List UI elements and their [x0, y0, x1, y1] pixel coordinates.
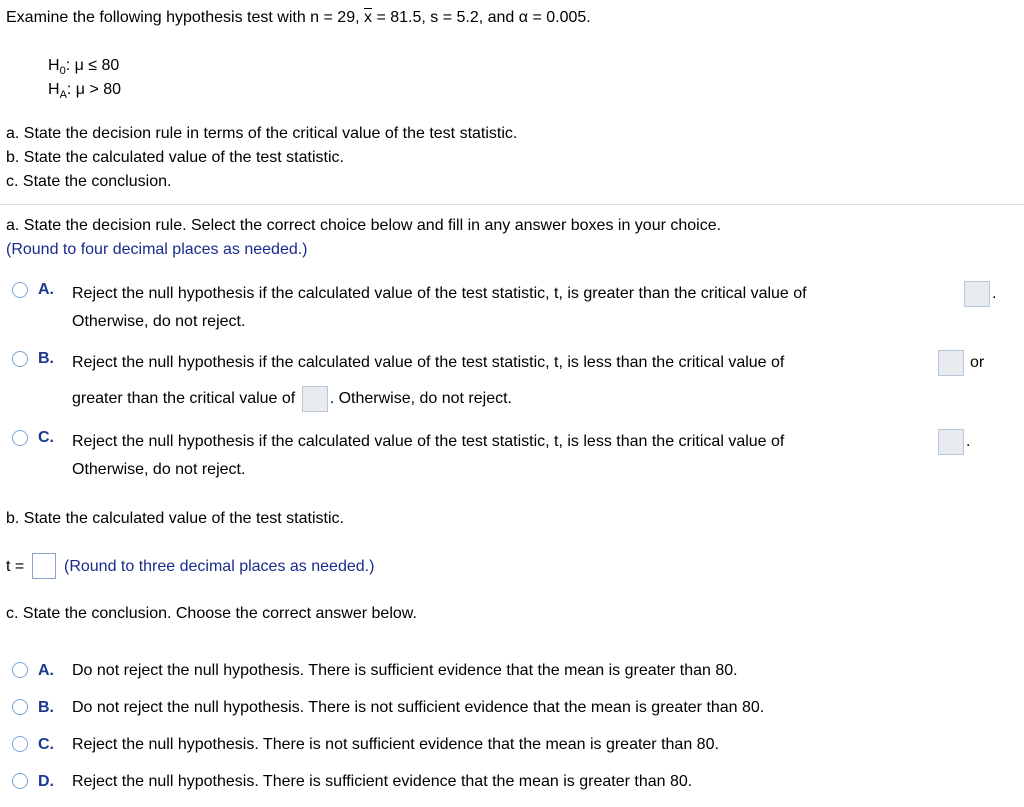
task-a: a. State the decision rule in terms of the critical value of the test statistic. [6, 125, 518, 142]
part-c-option-c-letter: C. [38, 736, 54, 753]
part-a-option-a-line1 [72, 284, 807, 304]
part-c-option-b-radio[interactable] [12, 699, 28, 715]
answer-box[interactable] [938, 429, 964, 455]
h0-letter: H [48, 57, 60, 74]
intro-text-rest: = 81.5, s = 5.2, and α = 0.005. [376, 9, 591, 26]
null-hypothesis [48, 56, 119, 77]
part-a-hint: (Round to four decimal places as needed.) [6, 241, 308, 258]
part-c-option-c-radio[interactable] [12, 736, 28, 752]
alternative-hypothesis [48, 80, 121, 101]
part-a-option-c-radio[interactable] [12, 430, 28, 446]
part-a-option-b-line2 [72, 386, 512, 412]
part-a-option-b-upper-critical-box[interactable] [302, 386, 328, 412]
answer-box[interactable] [964, 281, 990, 307]
part-a-option-b-line1 [72, 353, 784, 373]
xbar-symbol: $\overline{x}$ [363, 9, 372, 26]
option-text: greater than the critical value of [72, 390, 296, 408]
h0-statement: : μ ≤ 80 [65, 57, 120, 74]
problem-intro [6, 8, 591, 28]
part-c-question: c. State the conclusion. Choose the correct answer below. [6, 605, 417, 622]
task-c: c. State the conclusion. [6, 173, 172, 190]
h0-subscript: 0 [59, 65, 66, 77]
t-value-box[interactable] [32, 553, 56, 579]
part-a-option-c-line2: Otherwise, do not reject. [72, 461, 246, 478]
part-b-t-label: t = [6, 558, 25, 575]
part-c-option-a-text: Do not reject the null hypothesis. There is sufficient evidence that the mean is greater than 80. [72, 662, 738, 679]
answer-box[interactable] [938, 350, 964, 376]
part-c-option-a-radio[interactable] [12, 662, 28, 678]
part-b-question: b. State the calculated value of the test statistic. [6, 510, 344, 527]
part-a-option-b-radio[interactable] [12, 351, 28, 367]
part-c-option-b-letter: B. [38, 699, 54, 716]
option-text: Reject the null hypothesis if the calculated value of the test statistic, t, is less than the critical value of [72, 433, 785, 450]
part-a-option-c-period: . [966, 433, 971, 450]
part-b-t-input[interactable] [32, 553, 56, 579]
part-a-option-a-letter: A. [38, 281, 54, 298]
option-text: Reject the null hypothesis if the calculated value of the test statistic, t, is greater than the critical value of [72, 285, 807, 302]
part-a-option-c-line1 [72, 432, 784, 452]
part-a-question: a. State the decision rule. Select the correct choice below and fill in any answer boxes in your choice. [6, 217, 722, 234]
part-a-option-b-lower-critical-box[interactable] [938, 350, 964, 376]
task-b: b. State the calculated value of the test statistic. [6, 149, 344, 166]
ha-letter: H [48, 81, 60, 98]
part-a-option-b-or: or [970, 354, 985, 371]
part-a-option-a-line2: Otherwise, do not reject. [72, 313, 246, 330]
ha-subscript: A [59, 89, 67, 101]
part-a-option-a-critical-value-box[interactable] [964, 281, 990, 307]
part-a-option-a-radio[interactable] [12, 282, 28, 298]
part-c-option-c-text: Reject the null hypothesis. There is not sufficient evidence that the mean is greater than 80. [72, 736, 719, 753]
ha-statement: : μ > 80 [66, 81, 122, 98]
section-divider [0, 204, 1024, 205]
intro-text: Examine the following hypothesis test with n = 29, [6, 9, 360, 26]
part-a-option-a-period: . [992, 285, 997, 302]
part-c-option-d-letter: D. [38, 773, 54, 790]
part-c-option-a-letter: A. [38, 662, 54, 679]
part-c-option-d-radio[interactable] [12, 773, 28, 789]
part-c-option-d-text: Reject the null hypothesis. There is sufficient evidence that the mean is greater than 80. [72, 773, 693, 790]
part-c-option-b-text: Do not reject the null hypothesis. There is not sufficient evidence that the mean is greater than 80. [72, 699, 765, 716]
part-a-option-c-letter: C. [38, 429, 54, 446]
option-text-rest: . Otherwise, do not reject. [329, 390, 512, 408]
part-b-hint: (Round to three decimal places as needed.) [64, 558, 375, 575]
option-text: Reject the null hypothesis if the calculated value of the test statistic, t, is less than the critical value of [72, 354, 785, 371]
part-a-option-b-letter: B. [38, 350, 54, 367]
part-a-option-c-critical-value-box[interactable] [938, 429, 964, 455]
